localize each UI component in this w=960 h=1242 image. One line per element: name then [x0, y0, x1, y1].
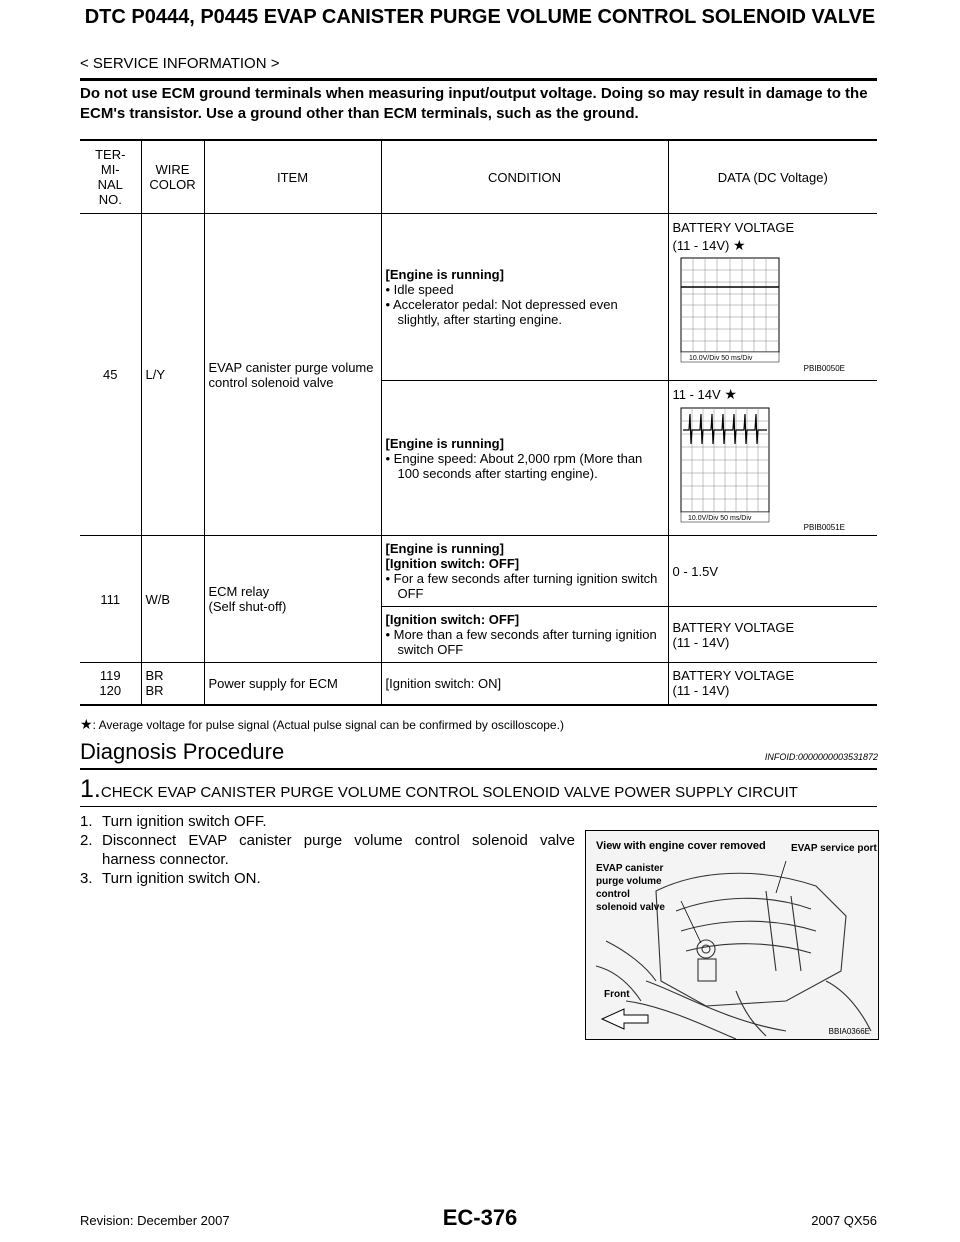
terminal-table [80, 139, 877, 706]
cell-item-45: EVAP canister purge volume control solenoid valve [204, 214, 381, 536]
footnote: ★: Average voltage for pulse signal (Actual pulse signal can be confirmed by oscilloscope.) [80, 716, 564, 732]
cell-condition-119-120: [Ignition switch: ON] [381, 663, 668, 705]
condition-bullet: • Accelerator pedal: Not depressed even slightly, after starting engine. [385, 297, 618, 327]
figure-caption-front: Front [604, 989, 630, 1000]
condition-head: [Engine is running] [385, 541, 504, 556]
star-icon: ★ [732, 237, 746, 253]
cell-wire-119-120: BR BR [141, 663, 204, 705]
footer-model: 2007 QX56 [811, 1213, 877, 1228]
condition-bullet: • Idle speed [385, 282, 454, 297]
header-terminal: TER- MI- NAL NO. [80, 140, 141, 214]
star-icon: ★ [724, 386, 737, 402]
data-value: (11 - 14V) [672, 238, 730, 253]
condition-head: [Engine is running] [385, 267, 504, 282]
cell-terminal-119-120: 119 120 [80, 663, 141, 705]
condition-bullet: • More than a few seconds after turning ignition switch OFF [385, 627, 657, 657]
cell-data-111-b: BATTERY VOLTAGE (11 - 14V) [668, 607, 877, 663]
cell-data-119-120: BATTERY VOLTAGE (11 - 14V) [668, 663, 877, 705]
step-item: 2. Disconnect EVAP canister purge volume control solenoid valve harness connector. [80, 832, 575, 868]
info-id: INFOID:0000000003531872 [764, 752, 878, 762]
figure-id: PBIB0050E [803, 364, 845, 373]
section-label: < SERVICE INFORMATION > [80, 55, 280, 72]
cell-data-45-idle [668, 214, 877, 381]
condition-bullet: • Engine speed: About 2,000 rpm (More than 100 seconds after starting engine). [385, 450, 643, 481]
cell-terminal-111: 111 [80, 536, 141, 663]
figure-id: PBIB0051E [803, 523, 845, 532]
header-data: DATA (DC Voltage) [668, 140, 877, 214]
condition-bullet: • For a few seconds after turning ignition switch OFF [385, 571, 658, 601]
step-heading [80, 775, 798, 804]
figure-caption-part: EVAP canister purge volume control solenoid valve [596, 863, 665, 913]
cell-wire-111: W/B [141, 536, 204, 663]
step-item: 3. Turn ignition switch ON. [80, 870, 261, 887]
scope-scale-label: 10.0V/Div 50 ms/Div [688, 355, 752, 362]
cell-data-111-a: 0 - 1.5V [668, 536, 877, 607]
figure-caption-view: View with engine cover removed [596, 840, 766, 852]
oscilloscope-figure-2000rpm [673, 404, 873, 532]
footer-page-number: EC-376 [442, 1205, 518, 1230]
footer-revision: Revision: December 2007 [80, 1213, 230, 1228]
figure-id: BBIA0366E [828, 1027, 870, 1036]
procedure-steps [80, 812, 575, 888]
step-title: CHECK EVAP CANISTER PURGE VOLUME CONTROL SOLENOID VALVE POWER SUPPLY CIRCUIT [100, 784, 798, 801]
header-condition: CONDITION [381, 140, 668, 214]
data-value: BATTERY VOLTAGE [672, 220, 795, 235]
star-icon: ★ [80, 716, 93, 732]
cell-condition-45-2000rpm [381, 381, 668, 536]
cell-item-111: ECM relay (Self shut-off) [204, 536, 381, 663]
page-title: DTC P0444, P0445 EVAP CANISTER PURGE VOLUME CONTROL SOLENOID VALVE [84, 6, 876, 28]
scope-scale-label: 10.0V/Div 50 ms/Div [687, 515, 751, 522]
cell-terminal-45: 45 [80, 214, 141, 536]
condition-head: [Ignition switch: OFF] [385, 612, 520, 627]
cell-condition-45-idle [381, 214, 668, 381]
step-rule [80, 806, 877, 807]
cell-wire-45: L/Y [141, 214, 204, 536]
diagnosis-rule [80, 768, 877, 770]
condition-head: [Ignition switch: OFF] [385, 556, 520, 571]
data-value: 11 - 14V [672, 387, 721, 402]
step-item: 1. Turn ignition switch OFF. [80, 813, 267, 830]
figure-caption-port: EVAP service port [791, 843, 877, 854]
cell-condition-111-b [381, 607, 668, 663]
cell-condition-111-a [381, 536, 668, 607]
warning-text: Do not use ECM ground terminals when measuring input/output voltage. Doing so may result in damage to the ECM's transistor. Use a ground other than ECM terminals, such as the ground. [80, 85, 868, 122]
engine-compartment-figure [585, 830, 879, 1040]
condition-head: [Engine is running] [385, 435, 504, 451]
oscilloscope-figure-idle [673, 255, 873, 373]
header-rule [80, 78, 877, 81]
cell-item-119-120: Power supply for ECM [204, 663, 381, 705]
diagnosis-title: Diagnosis Procedure [80, 739, 285, 764]
header-item: ITEM [204, 140, 381, 214]
header-wire-color: WIRE COLOR [141, 140, 204, 214]
cell-data-45-2000rpm [668, 381, 877, 536]
step-number: 1. [80, 775, 101, 803]
